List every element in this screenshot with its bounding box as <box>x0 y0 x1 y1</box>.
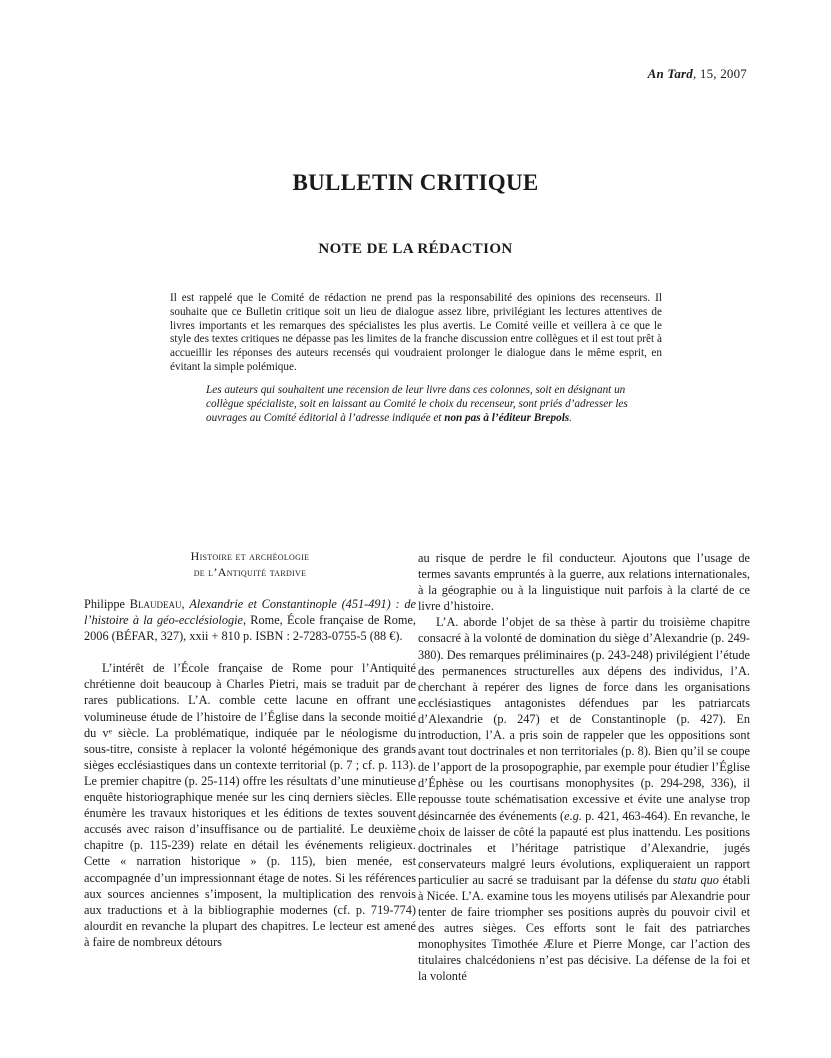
para2-part-b: p. 421, 463-464). En revanche, le choix de laisser de côté la papauté est plus inattendu. Les positions doctrinales et l’héritage patristique d’Alexandrie, jugés conservateurs malgré leurs évolutions, expliqueraient un rapport particulier au sacré se traduisant par la défense du <box>418 808 750 887</box>
note-title: NOTE DE LA RÉDACTION <box>318 241 513 257</box>
review-paragraph-1: L’intérêt de l’École française de Rome pour l’Antiquité chrétienne doit beaucoup à Charles Pietri, mais se traduit par de rares publications. L’A. comble cette lacune en offrant une volumineuse étude de l’histoire de l’Église dans la seconde moitié du vᵉ siècle. La problématique, indiquée par le néologisme du sous-titre, consiste à replacer la volonté hégémonique des grands sièges ecclésiastiques dans un contexte territorial (p. 7 ; cf. p. 113). Le premier chapitre (p. 25-114) offre les résultats d’une minutieuse enquête historiographique menée sur les cinq derniers siècles. Elle énumère les travaux historiques et les éditions de textes souvent accusés avec raison d’insuffisance ou de partialité. Le deuxième chapitre (p. 115-239) relate en détail les événements religieux. Cette « narration historique » (p. 115), bien menée, est accompagnée d’un impressionnant étage de notes. Si les références aux sources anciennes s’imposent, la multiplication des renvois aux traductions et à la bibliographie modernes (cf. p. 719-774) alourdit en revanche la plupart des chapitres. Le lecteur est amené à faire de nombreux détours <box>84 661 416 949</box>
review-paragraph-2 <box>418 614 750 984</box>
note-body: Il est rappelé que le Comité de rédaction ne prend pas la responsabilité des opinions des recenseurs. Il souhaite que ce Bulletin critique soit un lieu de dialogue assez libre, privilégiant les lectures attentives de livres importants et les remarques des spécialistes les plus avertis. Le Comité veille et veillera à ce que le style des textes critiques ne dépasse pas les limites de la franche discussion entre collègues et il est tout prêt à accueillir les réponses des auteurs recensés qui voudraient prolonger le dialogue dans le même esprit, en évitant la simple polémique. <box>170 292 662 373</box>
note-submission-instructions <box>206 384 646 425</box>
note-italic-text: Les auteurs qui souhaitent une recension de leur livre dans ces colonnes, soit en désignant un collègue spécialiste, soit en laissant au Comité le choix du recenseur, sont priés d’adresser les ouvrages au Comité éditorial à l’adresse indiquée et <box>206 384 628 424</box>
para2-part-a: L’A. aborde l’objet de sa thèse à partir du troisième chapitre consacré à la volonté de domination du siège d’Alexandrie (p. 249-380). Des remarques préliminaires (p. 243-248) privilégient l’étude des permanences structurelles aux dépens des individus, l’A. cherchant à repérer des lignes de force dans les organisations ecclésiastiques antagonistes défendues par les patriarcats d’Alexandrie (p. 247) et de Constantinople (p. 427). En introduction, l’A. a pris soin de rappeler que les oppositions sont avant tout doctrinales et non territoriales (p. 8). Bien qu’il se coupe de l’apport de la prosopographie, par exemple pour étudier l’Église d’Éphèse ou les courtisans monophysites (p. 294-298, 336), il repousse toute schématisation excessive et évite une analyse trop désincarnée des événements ( <box>418 615 750 823</box>
review-author-first: Philippe <box>84 597 130 611</box>
note-italic-end: . <box>569 411 572 424</box>
para2-part-c: établi à Nicée. L’A. examine tous les moyens utilisés par Alexandrie pour tenter de faire triompher ses positions auprès du pouvoir civil et des autres sièges. Ces efforts sont le fait des patriarches monophysites Timothée Ælure et Pierre Monge, car l’action des titulaires chalcédoniens n’est pas décisive. La défense de la foi et la volonté <box>418 872 751 984</box>
section-heading <box>84 548 416 580</box>
section-heading-line1: Histoire et archéologie <box>190 549 310 563</box>
para2-eg: e.g. <box>564 808 582 823</box>
left-column <box>84 548 416 950</box>
book-publication: , Rome, École française de Rome, 2006 (BÉFAR, 327), xxii + 810 p. ISBN : 2-7283-0755-5 (88 €). <box>84 613 417 644</box>
review-paragraph-1-continued: au risque de perdre le fil conducteur. Ajoutons que l’usage de termes savants empruntés à la guerre, aux relations internationales, à la géographie ou à la linguistique nuit parfois à la clarté de ce livre d’histoire. <box>418 551 750 614</box>
reference-separator: , <box>181 597 190 611</box>
note-italic-strong: non pas à l’éditeur Brepols <box>444 411 570 424</box>
journal-name: An Tard <box>647 66 693 81</box>
review-author-last: Blaudeau <box>129 597 182 611</box>
book-title: Alexandrie et Constantinople (451-491) : de l’histoire à la géo-ecclésiologie <box>84 597 416 628</box>
running-head <box>648 66 747 82</box>
page-title: BULLETIN CRITIQUE <box>292 170 539 195</box>
volume-year: , 15, 2007 <box>693 66 747 81</box>
right-column <box>418 550 750 985</box>
para2-statu-quo: statu quo <box>672 872 719 887</box>
section-heading-line2: de l’Antiquité tardive <box>193 565 307 579</box>
book-reference <box>84 596 416 644</box>
